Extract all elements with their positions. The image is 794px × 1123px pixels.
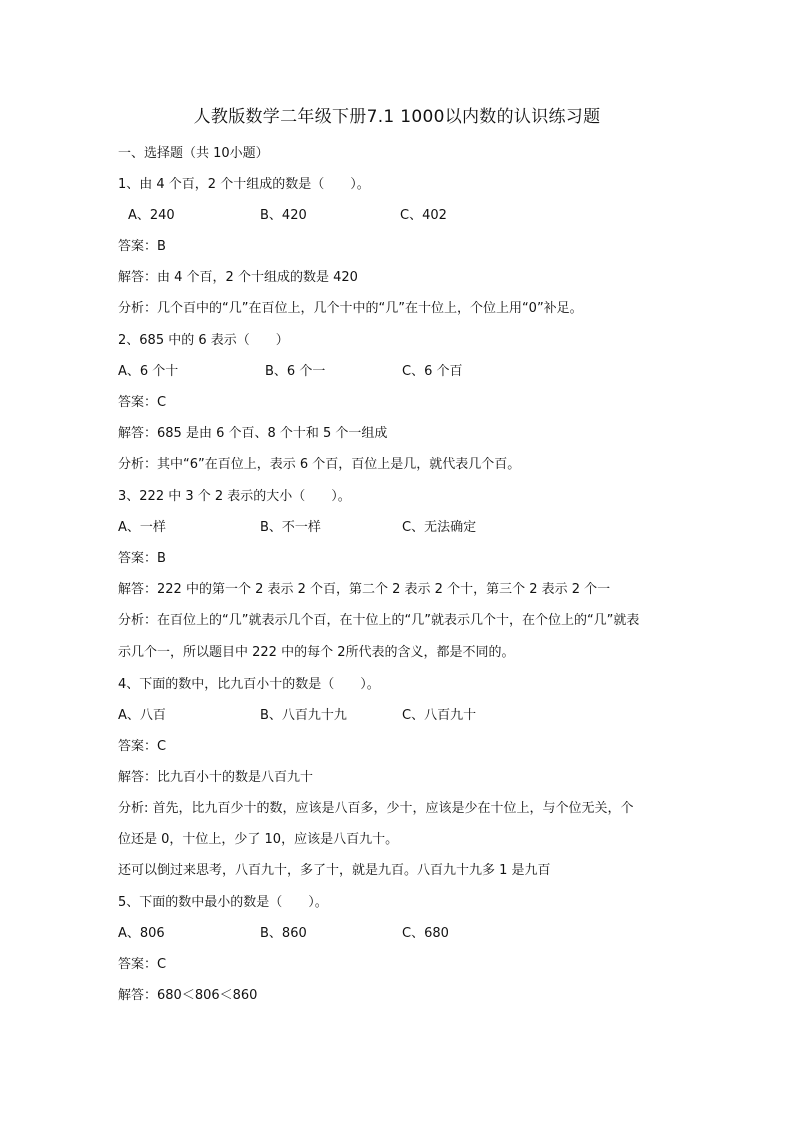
question-2-analysis: 分析：其中“6”在百位上，表示 6 个百，百位上是几，就代表几个百。	[118, 457, 521, 472]
question-4-answer: 答案：C	[118, 739, 167, 754]
question-5-options	[118, 923, 678, 945]
question-1-options	[118, 205, 678, 227]
option-b: B、420	[260, 208, 307, 223]
option-a: A、一样	[118, 520, 166, 535]
option-b: B、八百九十九	[260, 708, 347, 723]
option-c: C、680	[402, 926, 449, 941]
question-3-solution: 解答：222 中的第一个 2 表示 2 个百，第二个 2 表示 2 个十，第三个 2 表示 2 个一	[118, 582, 611, 597]
question-3-analysis-line-1: 分析：在百位上的“几”就表示几个百，在十位上的“几”就表示几个十，在个位上的“几”就表	[118, 613, 640, 628]
question-1-analysis: 分析：几个百中的“几”在百位上，几个十中的“几”在十位上，个位上用“0”补足。	[118, 301, 583, 316]
option-c: C、402	[400, 208, 447, 223]
option-c: C、6 个百	[402, 364, 463, 379]
question-4-options	[118, 705, 678, 727]
question-2-answer: 答案：C	[118, 395, 167, 410]
option-b: B、6 个一	[265, 364, 326, 379]
option-a: A、八百	[118, 708, 166, 723]
question-4-analysis-line-2: 位还是 0，十位上，少了 10，应该是八百九十。	[118, 832, 399, 847]
question-4-analysis-line-1: 分析: 首先，比九百少十的数，应该是八百多，少十，应该是少在十位上，与个位无关，个	[118, 801, 634, 816]
question-1-answer: 答案：B	[118, 239, 166, 254]
question-3-options	[118, 517, 678, 539]
question-3-analysis-line-2: 示几个一，所以题目中 222 中的每个 2所代表的含义，都是不同的。	[118, 645, 515, 660]
option-c: C、八百九十	[402, 708, 477, 723]
question-1-text: 1、由 4 个百，2 个十组成的数是（ ）。	[118, 177, 370, 192]
question-2-text: 2、685 中的 6 表示（ ）	[118, 333, 289, 348]
question-3-answer: 答案：B	[118, 551, 166, 566]
section-heading: 一、选择题（共 10小题）	[118, 146, 269, 161]
question-3-text: 3、222 中 3 个 2 表示的大小（ ）。	[118, 489, 351, 504]
question-2-solution: 解答：685 是由 6 个百、8 个十和 5 个一组成	[118, 426, 388, 441]
option-b: B、860	[260, 926, 307, 941]
question-5-solution: 解答：680＜806＜860	[118, 988, 258, 1003]
question-1-solution: 解答：由 4 个百，2 个十组成的数是 420	[118, 270, 358, 285]
option-b: B、不一样	[260, 520, 321, 535]
option-c: C、无法确定	[402, 520, 477, 535]
question-4-analysis-line-3: 还可以倒过来思考，八百九十，多了十，就是九百。八百九十九多 1 是九百	[118, 863, 551, 878]
question-5-text: 5、下面的数中最小的数是（ ）。	[118, 895, 328, 910]
page-title: 人教版数学二年级下册7.1 1000以内数的认识练习题	[193, 107, 601, 127]
question-4-text: 4、下面的数中，比九百小十的数是（ ）。	[118, 677, 380, 692]
question-4-solution: 解答：比九百小十的数是八百九十	[118, 770, 314, 785]
option-a: A、806	[118, 926, 165, 941]
option-a: A、6 个十	[118, 364, 179, 379]
option-a: A、240	[128, 208, 175, 223]
question-2-options	[118, 361, 678, 383]
question-5-answer: 答案：C	[118, 957, 167, 972]
